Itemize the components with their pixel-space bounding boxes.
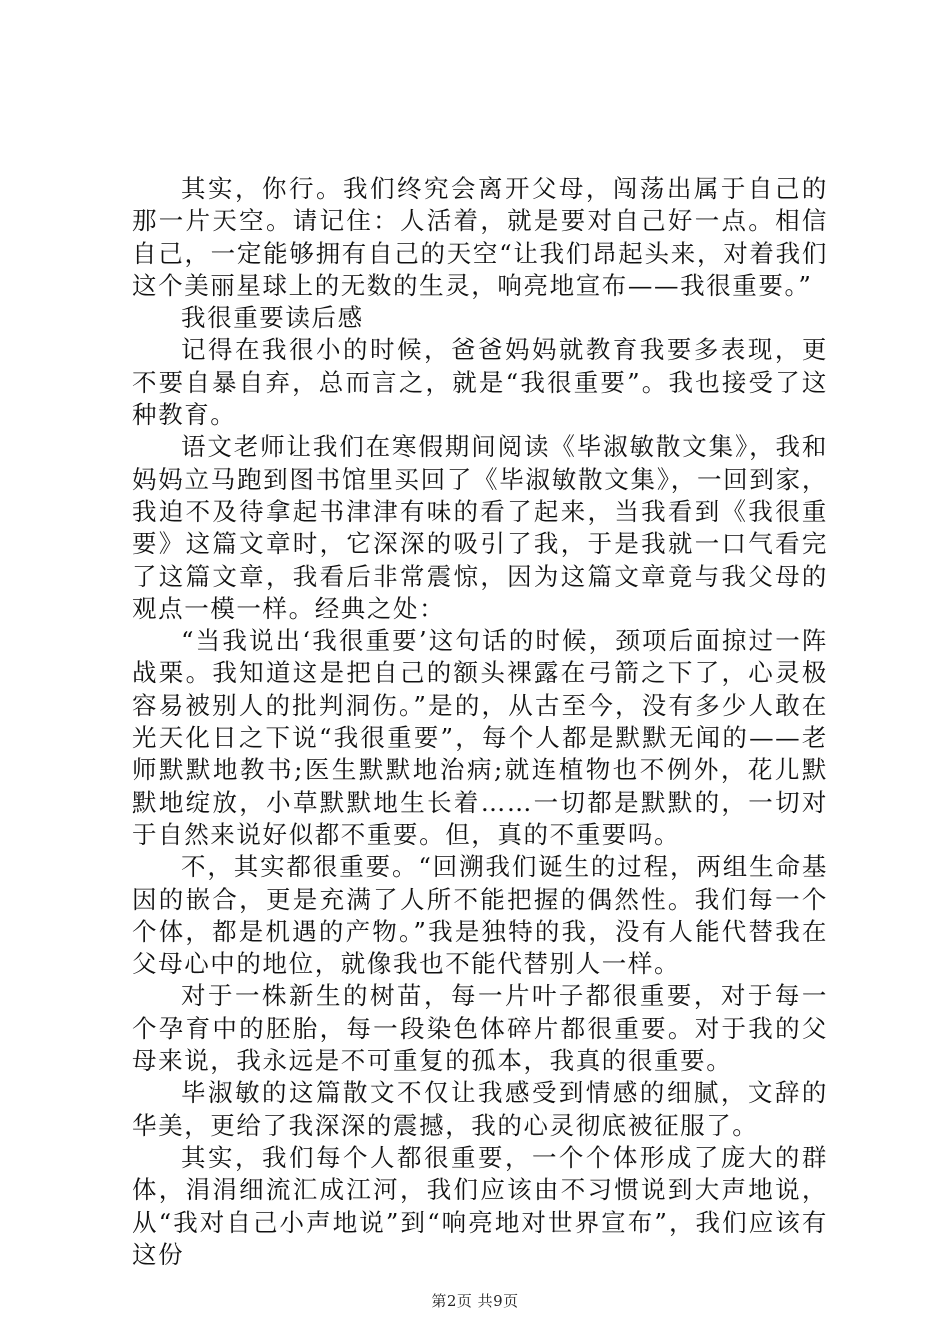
paragraph-7: 毕淑敏的这篇散文不仅让我感受到情感的细腻，文辞的华美，更给了我深深的震撼，我的心灵彻底被征服了。: [132, 1078, 828, 1140]
paragraph-6: 对于一株新生的树苗，每一片叶子都很重要，对于每一个孕育中的胚胎，每一段染色体碎片都很重要。对于我的父母来说，我永远是不可重复的孤本，我真的很重要。: [132, 981, 828, 1076]
paragraph-1: 其实，你行。我们终究会离开父母，闯荡出属于自己的那一片天空。请记住：人活着，就是要对自己好一点。相信自己，一定能够拥有自己的天空“让我们昂起头来，对着我们这个美丽星球上的无数的生灵，响亮地宣布——我很重要。”: [132, 174, 828, 300]
paragraph-8: 其实，我们每个人都很重要，一个个体形成了庞大的群体，涓涓细流汇成江河，我们应该由不习惯说到大声地说，从“我对自己小声地说”到“响亮地对世界宣布”，我们应该有这份: [132, 1142, 828, 1269]
paragraph-5: 不，其实都很重要。“回溯我们诞生的过程，两组生命基因的嵌合，更是充满了人所不能把握的偶然性。我们每一个个体，都是机遇的产物。”我是独特的我，没有人能代替我在父母心中的地位，就像我也不能代替别人一样。: [132, 852, 828, 979]
paragraph-3: 语文老师让我们在寒假期间阅读《毕淑敏散文集》，我和妈妈立马跑到图书馆里买回了《毕淑敏散文集》，一回到家，我迫不及待拿起书津津有味的看了起来，当我看到《我很重要》这篇文章时，它深深的吸引了我，于是我就一口气看完了这篇文章，我看后非常震惊，因为这篇文章竟与我父母的观点一模一样。经典之处：: [132, 432, 828, 623]
paragraph-4: “当我说出‘我很重要’这句话的时候，颈项后面掠过一阵战栗。我知道这是把自己的额头裸露在弓箭之下了，心灵极容易被别人的批判洞伤。”是的，从古至今，没有多少人敢在光天化日之下说“我很重要”，每个人都是默默无闻的——老师默默地教书;医生默默地治病;就连植物也不例外，花儿默默地绽放，小草默默地生长着……一切都是默默的，一切对于自然来说好似都不重要。但，真的不重要吗。: [132, 626, 828, 849]
page-number-footer: 第2页 共9页: [431, 1292, 519, 1310]
body-text: [132, 173, 828, 1271]
paragraph-2: 记得在我很小的时候，爸爸妈妈就教育我要多表现，更不要自暴自弃，总而言之，就是“我很重要”。我也接受了这种教育。: [132, 335, 828, 430]
section-title: 我很重要读后感: [181, 303, 364, 333]
